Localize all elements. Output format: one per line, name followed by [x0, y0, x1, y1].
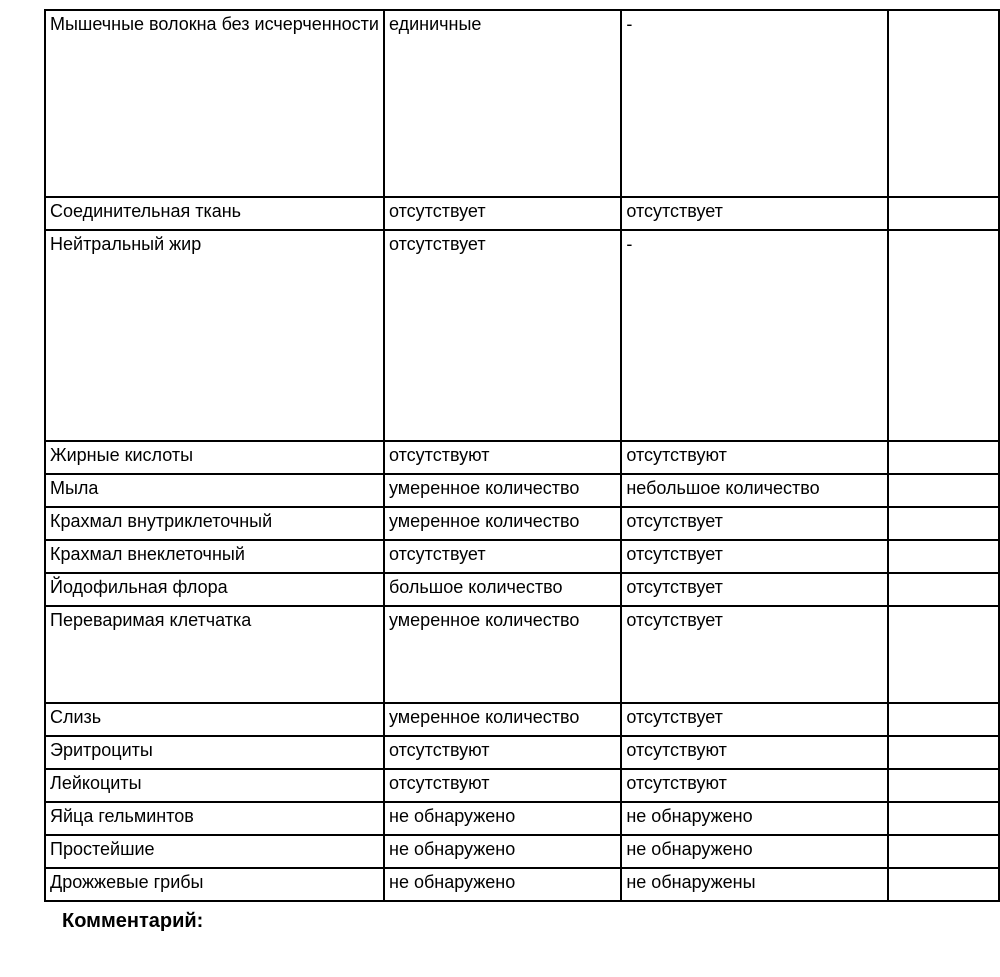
- parameter-cell: Йодофильная флора: [45, 573, 384, 606]
- result-cell: не обнаружено: [384, 802, 621, 835]
- result-cell: отсутствуют: [384, 736, 621, 769]
- table-row: [45, 868, 999, 901]
- reference-cell: -: [621, 10, 888, 197]
- empty-cell: [888, 606, 999, 703]
- parameter-cell: Дрожжевые грибы: [45, 868, 384, 901]
- parameter-cell: Крахмал внутриклеточный: [45, 507, 384, 540]
- empty-cell: [888, 230, 999, 441]
- table-row: [45, 441, 999, 474]
- reference-cell: -: [621, 230, 888, 441]
- result-cell: умеренное количество: [384, 606, 621, 703]
- table-row: [45, 573, 999, 606]
- result-cell: умеренное количество: [384, 703, 621, 736]
- table-row: [45, 769, 999, 802]
- reference-cell: небольшое количество: [621, 474, 888, 507]
- parameter-cell: Простейшие: [45, 835, 384, 868]
- empty-cell: [888, 703, 999, 736]
- empty-cell: [888, 540, 999, 573]
- result-cell: не обнаружено: [384, 868, 621, 901]
- reference-cell: отсутствует: [621, 507, 888, 540]
- empty-cell: [888, 10, 999, 197]
- parameter-cell: Нейтральный жир: [45, 230, 384, 441]
- empty-cell: [888, 573, 999, 606]
- comment-label: Комментарий:: [62, 910, 204, 932]
- reference-cell: отсутствует: [621, 197, 888, 230]
- table-row: [45, 540, 999, 573]
- table-row: [45, 507, 999, 540]
- table-row: [45, 197, 999, 230]
- reference-cell: отсутствует: [621, 573, 888, 606]
- reference-cell: не обнаружено: [621, 835, 888, 868]
- result-cell: не обнаружено: [384, 835, 621, 868]
- empty-cell: [888, 802, 999, 835]
- result-cell: отсутствует: [384, 230, 621, 441]
- reference-cell: отсутствует: [621, 540, 888, 573]
- results-table: [44, 9, 1000, 902]
- reference-cell: не обнаружено: [621, 802, 888, 835]
- empty-cell: [888, 769, 999, 802]
- parameter-cell: Яйца гельминтов: [45, 802, 384, 835]
- table-row: [45, 802, 999, 835]
- result-cell: умеренное количество: [384, 474, 621, 507]
- result-cell: отсутствуют: [384, 441, 621, 474]
- result-cell: отсутствуют: [384, 769, 621, 802]
- reference-cell: отсутствуют: [621, 736, 888, 769]
- parameter-cell: Эритроциты: [45, 736, 384, 769]
- table-row: [45, 230, 999, 441]
- empty-cell: [888, 474, 999, 507]
- empty-cell: [888, 197, 999, 230]
- result-cell: отсутствует: [384, 197, 621, 230]
- result-cell: отсутствует: [384, 540, 621, 573]
- table-row: [45, 10, 999, 197]
- reference-cell: не обнаружены: [621, 868, 888, 901]
- parameter-cell: Слизь: [45, 703, 384, 736]
- empty-cell: [888, 835, 999, 868]
- parameter-cell: Переваримая клетчатка: [45, 606, 384, 703]
- table-row: [45, 474, 999, 507]
- parameter-cell: Жирные кислоты: [45, 441, 384, 474]
- empty-cell: [888, 507, 999, 540]
- parameter-cell: Соединительная ткань: [45, 197, 384, 230]
- parameter-cell: Крахмал внеклеточный: [45, 540, 384, 573]
- result-cell: большое количество: [384, 573, 621, 606]
- parameter-cell: Мыла: [45, 474, 384, 507]
- result-cell: единичные: [384, 10, 621, 197]
- parameter-cell: Мышечные волокна без исчерченности: [45, 10, 384, 197]
- reference-cell: отсутствуют: [621, 769, 888, 802]
- reference-cell: отсутствуют: [621, 441, 888, 474]
- empty-cell: [888, 868, 999, 901]
- table-row: [45, 606, 999, 703]
- result-cell: умеренное количество: [384, 507, 621, 540]
- table-row: [45, 703, 999, 736]
- parameter-cell: Лейкоциты: [45, 769, 384, 802]
- empty-cell: [888, 441, 999, 474]
- table-row: [45, 835, 999, 868]
- reference-cell: отсутствует: [621, 606, 888, 703]
- empty-cell: [888, 736, 999, 769]
- reference-cell: отсутствует: [621, 703, 888, 736]
- table-row: [45, 736, 999, 769]
